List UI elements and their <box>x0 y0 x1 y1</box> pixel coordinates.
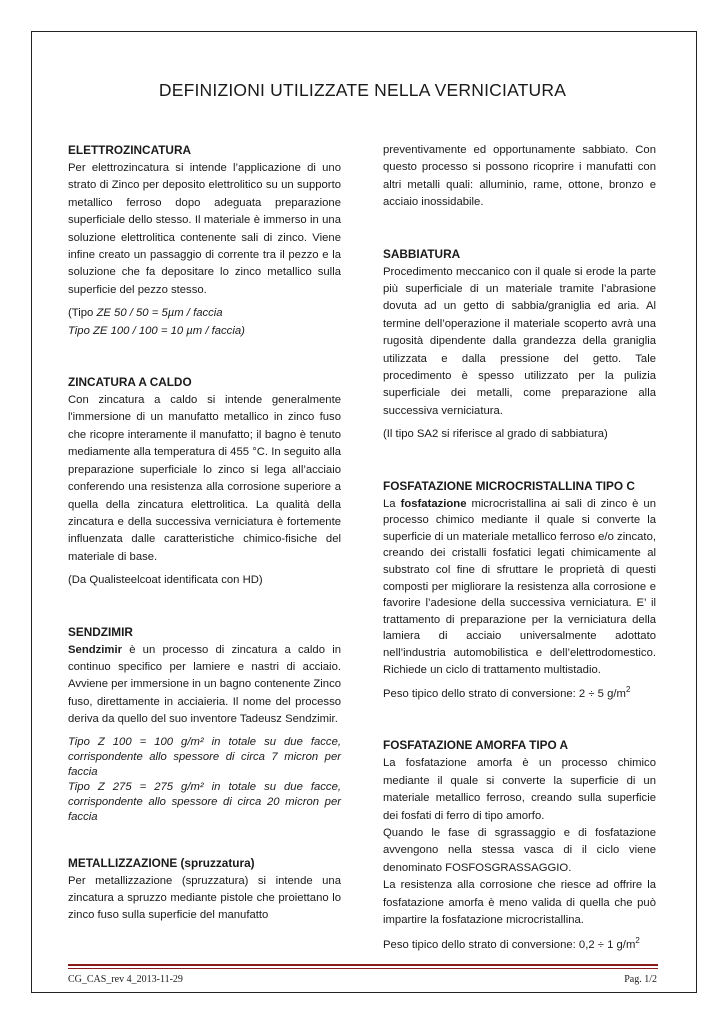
left-column <box>68 142 341 925</box>
footer-rule-thin <box>68 968 658 969</box>
section-weight: Peso tipico dello strato di conversione: 2 ÷ 5 $g/m^2$ <box>383 685 631 700</box>
section-weight: Peso tipico dello strato di conversione: 0,2 ÷ 1 $g/m^2$ <box>383 936 640 952</box>
section-body: La fosfatazione microcristallina ai sali di zinco è un processo chimico mediante il quale si converte la superficie di un materiale metallico ferroso e/o zincato, creando dei cristalli fosfatici legati chimicamente al substrato col fine di sfruttare le proprietà di questi composti per migliorare la resistenza alla corrosione e favorire l’adesione della successiva verniciatura. E’ il trattamento di preparazione per la verniciatura della lamiera di acciaio universalmente adottato nell’industria automobilistica e dell’elettrodomestico. Richiede un ciclo di trattamento multistadio. <box>383 497 656 676</box>
document-code: CG_CAS_rev 4_2013-11-29 <box>68 974 183 985</box>
section-note: Tipo Z 100 = 100 g/m² in totale su due facce, corrispondente allo spessore di circa 7 micron per faccia <box>68 735 341 778</box>
page-title: DEFINIZIONI UTILIZZATE NELLA VERNICIATURA <box>158 80 567 100</box>
section-heading: SENDZIMIR <box>68 624 133 639</box>
section-heading: SABBIATURA <box>383 246 461 261</box>
section-metallizzazione <box>68 855 341 925</box>
footer-rule <box>68 964 658 966</box>
section-zincatura-a-caldo <box>68 374 341 589</box>
metallizzazione-continued: preventivamente ed opportunamente sabbiato. Con questo processo si possono ricoprire i manufatti con altri metalli quali: alluminio, rame, ottone, bronzo e acciaio inossidabile. <box>383 144 656 209</box>
section-body: Quando le fase di sgrassaggio e di fosfatazione avvengono nella stessa vasca di il ciclo viene denominato FOSFOSGRASSAGGIO. <box>383 827 656 874</box>
section-heading: METALLIZZAZIONE (spruzzatura) <box>68 855 255 870</box>
right-column <box>383 142 656 955</box>
section-body: Per metallizzazione (spruzzatura) si intende una zincatura a spruzzo mediante pistole che proiettano lo zinco fuso sulla superficie del manufatto <box>68 874 341 922</box>
section-note: (Il tipo SA2 si riferisce al grado di sabbiatura) <box>383 428 608 441</box>
section-heading: FOSFATAZIONE MICROCRISTALLINA TIPO C <box>383 478 635 493</box>
section-heading: FOSFATAZIONE AMORFA TIPO A <box>383 738 569 753</box>
section-body: La resistenza alla corrosione che riesce ad offrire la fosfatazione amorfa è meno valida di quella che può impartire la fosfatazione microcristallina. <box>383 879 656 927</box>
section-note: Tipo Z 275 = 275 g/m² in totale su due facce, corrispondente allo spessore di circa 20 micron per faccia <box>68 780 341 823</box>
section-heading: ZINCATURA A CALDO <box>68 375 192 390</box>
section-heading: ELETTROZINCATURA <box>68 143 191 157</box>
section-fosfatazione-amorfa <box>383 737 656 954</box>
section-fosfatazione-microcristallina <box>383 478 656 704</box>
page-number: Pag. 1/2 <box>624 974 657 985</box>
section-body: Sendzimir è un processo di zincatura a caldo in continuo specifico per lamiere e nastri di acciaio. Avviene per immersione in un bagno contenente Zinco fuso, direttamente in acciaieria. Il nome del processo deriva da quello del suo inventore Tadeusz Sendzimir. <box>68 643 341 726</box>
section-note: (Tipo ZE 50 / 50 = 5µm / faccia Tipo ZE 100 / 100 = 10 µm / faccia) <box>68 307 245 337</box>
section-body: Per elettrozincatura si intende l’applicazione di uno strato di Zinco per deposito elettrolitico su un supporto metallico ferroso dopo adeguata preparazione superficiale dello stesso. Il materiale è immerso in una soluzione elettrolitica contenente sali di zinco. Viene infine creato un passaggio di corrente tra il pezzo e la soluzione che fa depositare lo zinco metallico sulla superficie del pezzo stesso. <box>68 162 341 296</box>
section-body: Procedimento meccanico con il quale si erode la parte più superficiale di un materiale tramite l’abrasione dovuta ad un getto di sabbia/graniglia ed aria. Al termine dell’operazione il materiale scoperto avrà una rugosità dipendente dalla grandezza della graniglia utilizzata e dalla pressione del getto. Tale procedimento è spesso utilizzato per la pulizia superficiale dei metalli, come preparazione alla successiva verniciatura. <box>383 265 656 417</box>
section-sabbiatura <box>383 246 656 444</box>
section-sendzimir <box>68 624 341 825</box>
section-body: Con zincatura a caldo si intende generalmente l'immersione di un manufatto metallico in zinco fuso che ricopre interamente il manufatto; il bagno è tenuto mediamente alla temperatura di 455 °C. In seguito alla preparazione superficiale lo zinco si lega all’acciaio conferendo una resistenza alla corrosione superiore a quella della zincatura elettrolitica. La qualità della zincatura e della successiva verniciatura è fortemente influenzata dalle caratteristiche chimico-fisiche del materiale di base. <box>68 394 341 563</box>
section-note: (Da Qualisteelcoat identificata con HD) <box>68 574 263 587</box>
section-elettrozincatura <box>68 142 341 340</box>
section-body: La fosfatazione amorfa è un processo chimico mediante il quale si converte la superficie di un materiale metallico ferroso, creando sulla superficie dei fosfati di ferro di tipo amorfo. <box>383 757 656 822</box>
